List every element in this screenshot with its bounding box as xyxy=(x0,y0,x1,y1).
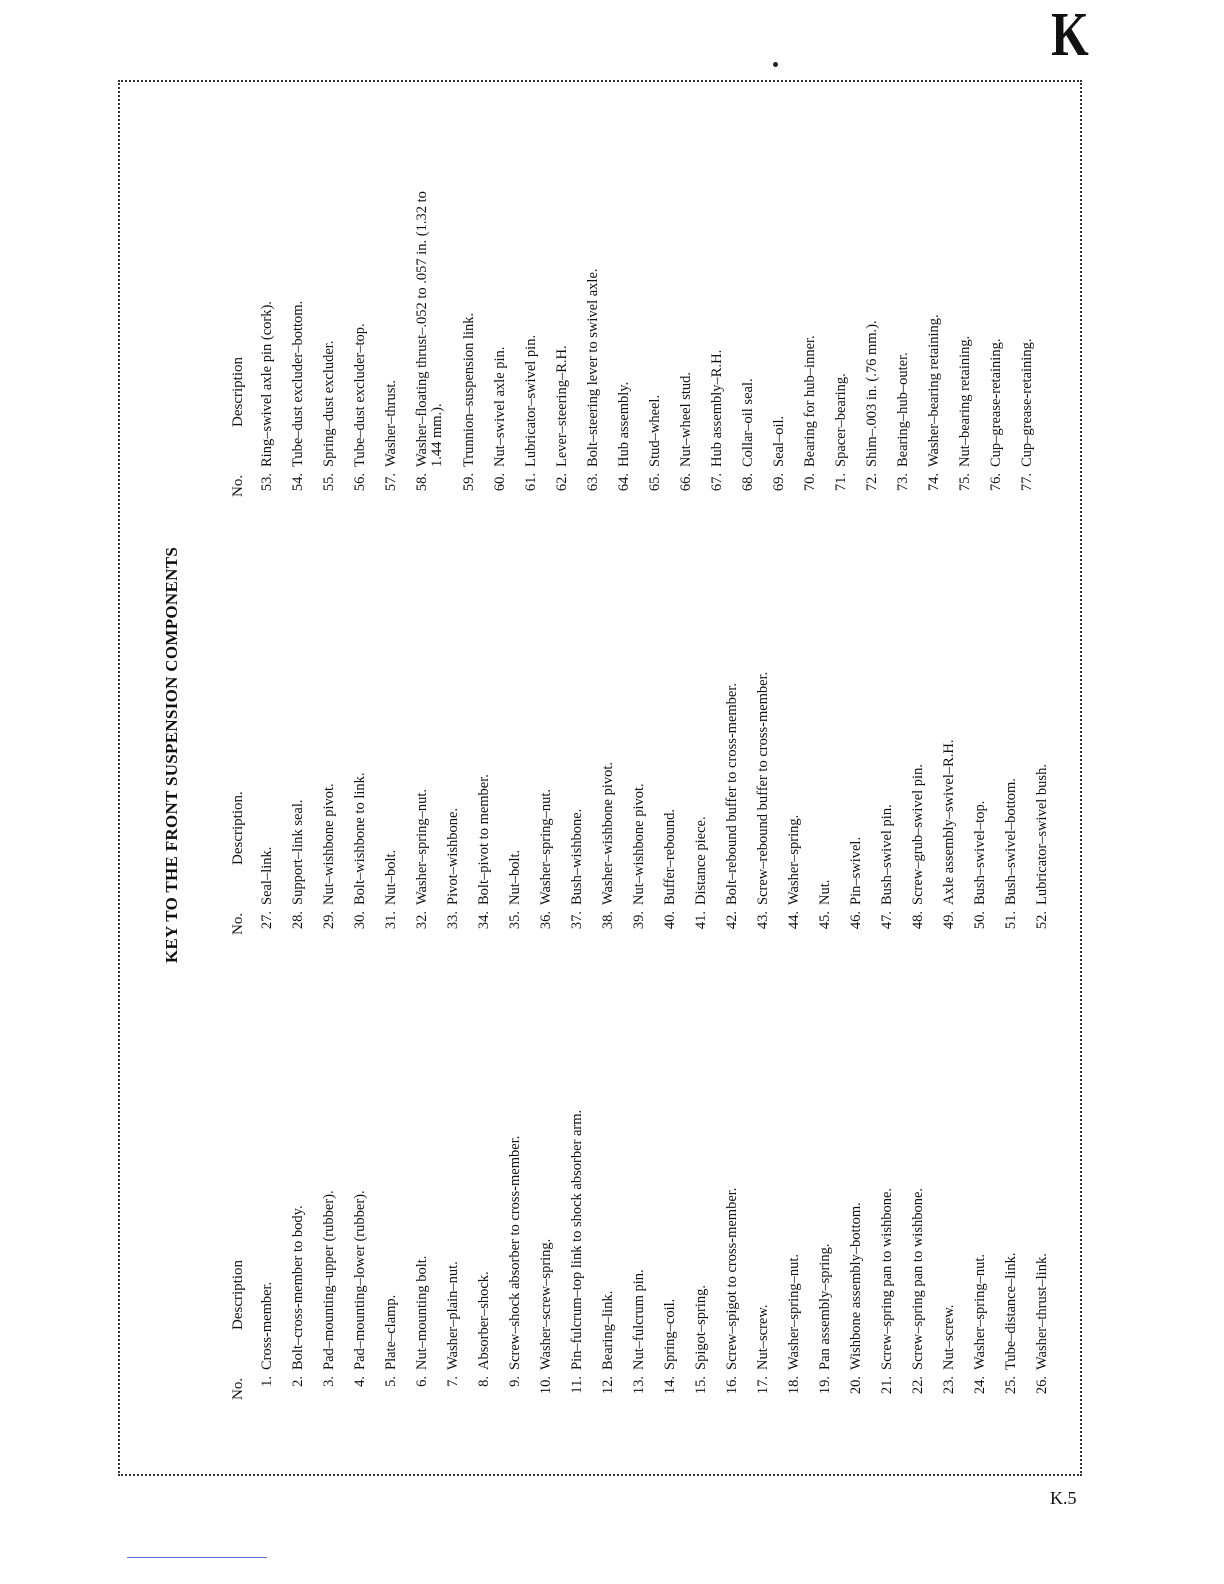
part-number: 48. xyxy=(910,911,926,930)
part-number: 7. xyxy=(445,1376,461,1387)
part-description: Spacer–bearing. xyxy=(833,373,849,467)
part-description: Screw–spring pan to wishbone. xyxy=(879,1187,895,1370)
part-description: Nut–screw. xyxy=(941,1304,957,1370)
part-number: 11. xyxy=(569,1376,585,1394)
part-number: 23. xyxy=(941,1376,957,1395)
part-description: Tube–dust excluder–top. xyxy=(352,323,368,467)
part-description: Screw–spring pan to wishbone. xyxy=(910,1187,926,1370)
part-number: 52. xyxy=(1034,911,1050,930)
part-number: 31. xyxy=(383,911,399,930)
part-description: Washer–screw–spring. xyxy=(538,1238,554,1370)
part-description: Collar–oil seal. xyxy=(740,378,756,467)
part-number: 38. xyxy=(600,911,616,930)
part-description: Washer–spring–nut. xyxy=(786,1253,802,1370)
part-description: Bush–swivel pin. xyxy=(879,804,895,905)
part-number: 17. xyxy=(755,1376,771,1395)
page-title: KEY TO THE FRONT SUSPENSION COMPONENTS xyxy=(162,546,181,964)
part-number: 8. xyxy=(476,1376,492,1387)
part-number: 61. xyxy=(523,473,539,492)
part-number: 40. xyxy=(662,911,678,930)
part-description: Plate–clamp. xyxy=(383,1294,399,1370)
part-number: 1. xyxy=(259,1376,275,1387)
rotated-parts-key xyxy=(150,70,1070,1440)
part-description: Absorber–shock. xyxy=(476,1271,492,1370)
part-description: Bush–wishbone. xyxy=(569,808,585,905)
part-description: Support–link seal. xyxy=(290,799,306,905)
part-description: Nut–wishbone pivot. xyxy=(321,783,337,905)
part-description: Lubricator–swivel bush. xyxy=(1034,764,1050,905)
part-description: Washer–floating thrust–.052 to .057 in. (1.32 to 1.44 mm.). xyxy=(414,191,445,467)
part-number: 10. xyxy=(538,1376,554,1395)
part-number: 54. xyxy=(290,473,306,492)
part-description: Pivot–wishbone. xyxy=(445,807,461,905)
part-description: Washer–spring–nut. xyxy=(972,1253,988,1370)
part-description: Pan assembly–spring. xyxy=(817,1243,833,1370)
part-number: 47. xyxy=(879,911,895,930)
part-description: Bolt–pivot to member. xyxy=(476,774,492,905)
part-number: 28. xyxy=(290,911,306,930)
part-description: Hub assembly. xyxy=(616,381,632,467)
part-description: Nut–wheel stud. xyxy=(678,371,694,467)
part-number: 43. xyxy=(755,911,771,930)
section-letter: K xyxy=(1051,1,1089,69)
part-description: Washer–wishbone pivot. xyxy=(600,761,616,905)
part-description: Wishbone assembly–bottom. xyxy=(848,1202,864,1370)
part-description: Washer–spring–nut. xyxy=(538,788,554,905)
part-description: Washer–bearing retaining. xyxy=(926,314,942,467)
part-number: 76. xyxy=(988,473,1004,492)
part-description: Bolt–rebound buffer to cross-member. xyxy=(724,682,740,905)
part-number: 14. xyxy=(662,1376,678,1395)
part-number: 69. xyxy=(771,473,787,492)
part-number: 55. xyxy=(321,473,337,492)
part-number: 39. xyxy=(631,911,647,930)
part-number: 64. xyxy=(616,473,632,492)
part-number: 56. xyxy=(352,473,368,492)
part-description: Cross-member. xyxy=(259,1281,275,1370)
part-number: 32. xyxy=(414,911,430,930)
part-number: 71. xyxy=(833,473,849,492)
part-number: 30. xyxy=(352,911,368,930)
part-description: Tube–distance–link. xyxy=(1003,1252,1019,1370)
part-description: Seal–oil. xyxy=(771,415,787,467)
header-description: Description xyxy=(230,357,246,427)
part-number: 46. xyxy=(848,911,864,930)
part-number: 68. xyxy=(740,473,756,492)
part-number: 73. xyxy=(895,473,911,492)
part-description: Washer–plain–nut. xyxy=(445,1261,461,1370)
part-number: 70. xyxy=(802,473,818,492)
part-number: 16. xyxy=(724,1376,740,1395)
part-number: 25. xyxy=(1003,1376,1019,1395)
part-description: Screw–rebound buffer to cross-member. xyxy=(755,671,771,905)
part-description: Washer–spring–nut. xyxy=(414,788,430,905)
part-description: Nut–fulcrum pin. xyxy=(631,1269,647,1370)
part-description: Pad–mounting–lower (rubber). xyxy=(352,1190,368,1370)
part-number: 34. xyxy=(476,911,492,930)
part-description: Bearing for hub–inner. xyxy=(802,335,818,467)
part-description: Nut–bolt. xyxy=(507,849,523,905)
part-description: Nut–bolt. xyxy=(383,849,399,905)
header-description: Description xyxy=(230,1260,246,1330)
part-number: 74. xyxy=(926,473,942,492)
part-description: Nut–mounting bolt. xyxy=(414,1255,430,1370)
ink-speck xyxy=(773,62,778,67)
part-number: 3. xyxy=(321,1376,337,1387)
part-number: 21. xyxy=(879,1376,895,1395)
part-number: 37. xyxy=(569,911,585,930)
part-description: Screw–grub–swivel pin. xyxy=(910,764,926,905)
part-description: Lubricator–swivel pin. xyxy=(523,334,539,467)
part-number: 2. xyxy=(290,1376,306,1387)
part-number: 36. xyxy=(538,911,554,930)
part-description: Tube–dust excluder–bottom. xyxy=(290,300,306,467)
part-description: Washer–spring. xyxy=(786,814,802,905)
part-number: 44. xyxy=(786,911,802,930)
part-number: 62. xyxy=(554,473,570,492)
part-number: 5. xyxy=(383,1376,399,1387)
part-number: 42. xyxy=(724,911,740,930)
part-description: Lever–steering–R.H. xyxy=(554,345,570,467)
part-description: Pin–fulcrum–top link to shock absorber arm. xyxy=(569,1109,585,1370)
part-description: Distance piece. xyxy=(693,816,709,905)
part-description: Axle assembly–swivel–R.H. xyxy=(941,739,957,905)
part-description: Shim–.003 in. (.76 mm.). xyxy=(864,320,880,467)
part-number: 75. xyxy=(957,473,973,492)
part-number: 63. xyxy=(585,473,601,492)
part-description: Cup–grease-retaining. xyxy=(1019,338,1035,467)
part-description: Bolt–steering lever to swivel axle. xyxy=(585,268,601,467)
part-number: 65. xyxy=(647,473,663,492)
part-number: 9. xyxy=(507,1376,523,1387)
part-number: 13. xyxy=(631,1376,647,1395)
part-number: 20. xyxy=(848,1376,864,1395)
part-number: 12. xyxy=(600,1376,616,1395)
part-number: 18. xyxy=(786,1376,802,1395)
part-number: 49. xyxy=(941,911,957,930)
part-description: Bolt–wishbone to link. xyxy=(352,772,368,905)
part-number: 53. xyxy=(259,473,275,492)
part-description: Spring–dust excluder. xyxy=(321,340,337,467)
part-number: 19. xyxy=(817,1376,833,1395)
part-number: 6. xyxy=(414,1376,430,1387)
part-number: 66. xyxy=(678,473,694,492)
part-description: Buffer–rebound. xyxy=(662,809,678,905)
header-no: No. xyxy=(230,1377,246,1400)
part-number: 35. xyxy=(507,911,523,930)
part-description: Screw–spigot to cross-member. xyxy=(724,1187,740,1370)
part-number: 27. xyxy=(259,911,275,930)
header-description: Description. xyxy=(230,791,246,865)
part-number: 22. xyxy=(910,1376,926,1395)
part-description: Bearing–hub–outer. xyxy=(895,352,911,467)
part-number: 77. xyxy=(1019,473,1035,492)
part-description: Hub assembly–R.H. xyxy=(709,349,725,467)
part-number: 26. xyxy=(1034,1376,1050,1395)
part-number: 50. xyxy=(972,911,988,930)
part-description: Washer–thrust. xyxy=(383,379,399,467)
part-description: Trunnion–suspension link. xyxy=(461,312,477,467)
part-description: Nut–swivel axle pin. xyxy=(492,346,508,467)
header-no: No. xyxy=(230,474,246,497)
part-description: Nut. xyxy=(817,879,833,905)
part-number: 72. xyxy=(864,473,880,492)
part-description: Spigot–spring. xyxy=(693,1285,709,1370)
part-number: 59. xyxy=(461,473,477,492)
part-number: 33. xyxy=(445,911,461,930)
part-number: 57. xyxy=(383,473,399,492)
part-description: Screw–shock absorber to cross-member. xyxy=(507,1135,523,1370)
part-description: Bearing–link. xyxy=(600,1290,616,1370)
header-no: No. xyxy=(230,912,246,935)
part-description: Cup–grease-retaining. xyxy=(988,338,1004,467)
part-number: 24. xyxy=(972,1376,988,1395)
part-number: 51. xyxy=(1003,911,1019,930)
part-number: 67. xyxy=(709,473,725,492)
part-number: 15. xyxy=(693,1376,709,1395)
part-number: 45. xyxy=(817,911,833,930)
footer-rule xyxy=(127,1557,267,1558)
part-description: Ring–swivel axle pin (cork). xyxy=(259,301,275,467)
part-description: Pad–mounting–upper (rubber). xyxy=(321,1190,337,1370)
part-description: Spring–coil. xyxy=(662,1298,678,1370)
page-number: K.5 xyxy=(1050,1488,1077,1508)
part-number: 29. xyxy=(321,911,337,930)
part-number: 58. xyxy=(414,473,430,492)
part-description: Washer–thrust–link. xyxy=(1034,1253,1050,1370)
part-description: Nut–bearing retaining. xyxy=(957,335,973,467)
part-description: Bolt–cross-member to body. xyxy=(290,1205,306,1370)
part-description: Stud–wheel. xyxy=(647,394,663,467)
part-description: Nut–wishbone pivot. xyxy=(631,783,647,905)
part-number: 41. xyxy=(693,911,709,930)
part-description: Nut–screw. xyxy=(755,1304,771,1370)
part-description: Seal–link. xyxy=(259,846,275,905)
part-description: Pin–swivel. xyxy=(848,836,864,905)
part-number: 60. xyxy=(492,473,508,492)
part-description: Bush–swivel–bottom. xyxy=(1003,778,1019,905)
part-description: Bush–swivel–top. xyxy=(972,800,988,905)
part-number: 4. xyxy=(352,1376,368,1387)
